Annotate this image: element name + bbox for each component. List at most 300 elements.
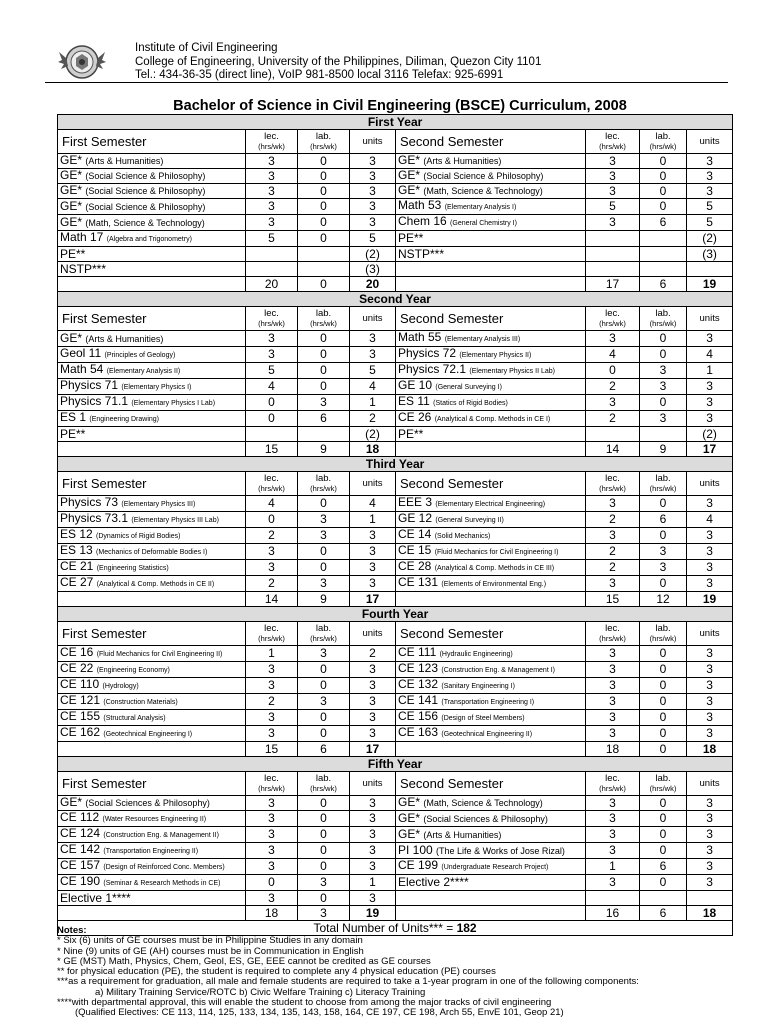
lab-hours: 0 (640, 694, 687, 710)
units: 1 (687, 363, 733, 379)
course-cell (58, 811, 246, 827)
course-code: Math 17 (60, 230, 104, 244)
curriculum-title: Bachelor of Science in Civil Engineering (BSCE) Curriculum, 2008 (173, 98, 627, 114)
units: 3 (350, 843, 396, 859)
lec-hours: 3 (246, 169, 298, 184)
units: 3 (350, 215, 396, 231)
course-row (58, 843, 733, 859)
course-domain: (Social Sciences & Philosophy) (85, 798, 210, 808)
lec-label: lec. (264, 773, 279, 784)
units: 3 (350, 891, 396, 906)
course-code: EEE 3 (398, 495, 433, 509)
course-domain: (The Life & Works of Jose Rizal) (436, 845, 565, 856)
lec-hours: 2 (246, 528, 298, 544)
course-code: CE 16 (60, 645, 94, 659)
units (687, 891, 733, 906)
course-description: (Geotechnical Engineering II) (441, 731, 533, 738)
units: 3 (350, 710, 396, 726)
course-code: CE 163 (398, 725, 439, 739)
course-description: (Elementary Analysis III) (444, 336, 521, 343)
lab-hours: 0 (298, 726, 350, 742)
hours-per-week-label: (hrs/wk) (599, 141, 626, 151)
lab-hours: 6 (640, 859, 687, 875)
lec-hours (246, 247, 298, 262)
course-domain: (Arts & Humanities) (423, 156, 502, 166)
hours-per-week-label: (hrs/wk) (649, 141, 677, 151)
lab-hours: 3 (298, 512, 350, 528)
course-code: CE 22 (60, 661, 94, 675)
course-code: Physics 71 (60, 378, 119, 392)
course-code: Geol 11 (60, 346, 102, 360)
lec-hours: 3 (246, 796, 298, 811)
course-code: Math 53 (398, 198, 442, 212)
course-code: PE** (398, 426, 424, 441)
course-domain: (Social Science & Philosophy) (85, 171, 206, 181)
course-domain: (Math, Science & Technology) (423, 798, 543, 808)
lab-hours: 0 (298, 496, 350, 512)
lab-hours-header (640, 307, 687, 331)
lec-hours: 3 (246, 154, 298, 169)
lab-hours: 0 (640, 796, 687, 811)
units: 3 (350, 544, 396, 560)
course-cell (396, 827, 586, 843)
lab-hours: 0 (298, 215, 350, 231)
column-header-row (58, 130, 733, 154)
course-cell (58, 662, 246, 678)
lab-hours: 3 (298, 395, 350, 411)
totals-spacer (396, 742, 586, 757)
lec-hours: 3 (246, 891, 298, 906)
course-description: (Elementary Analysis I) (444, 204, 517, 211)
course-description: (Undergraduate Research Project) (441, 864, 549, 871)
second-semester-header: Second Semester (396, 472, 586, 496)
units: 3 (687, 576, 733, 592)
course-description: (Elementary Analysis II) (106, 368, 181, 375)
course-code: CE 156 (398, 709, 439, 723)
course-description: (Engineering Statistics) (96, 565, 169, 572)
course-cell (396, 891, 586, 906)
course-code: CE 14 (398, 527, 432, 541)
course-code: Math 55 (398, 330, 442, 344)
hours-per-week-label: (hrs/wk) (599, 318, 626, 328)
course-cell (58, 379, 246, 395)
units: 3 (350, 796, 396, 811)
lab-hours: 0 (640, 843, 687, 859)
lec-hours: 5 (246, 363, 298, 379)
lec-hours-header (586, 307, 640, 331)
university-seal-logo (58, 38, 106, 86)
lec-hours: 3 (246, 859, 298, 875)
lec-hours: 3 (586, 827, 640, 843)
course-code: GE 12 (398, 511, 433, 525)
hours-per-week-label: (hrs/wk) (258, 483, 285, 493)
totals-spacer (58, 592, 246, 607)
course-code: CE 162 (60, 725, 101, 739)
course-description: (Transportation Engineering I) (441, 699, 535, 706)
course-description: (Principles of Geology) (104, 352, 176, 359)
course-row (58, 331, 733, 347)
course-domain: (Math, Science & Technology) (85, 217, 205, 228)
lab-label: lab. (315, 308, 332, 319)
total-lec-hours: 14 (586, 442, 640, 457)
notes-title: Notes: (57, 925, 87, 936)
course-row (58, 827, 733, 843)
lab-hours: 6 (640, 512, 687, 528)
lec-hours-header (246, 772, 298, 796)
course-code: GE* (398, 810, 421, 825)
lab-hours: 0 (640, 528, 687, 544)
course-cell (58, 859, 246, 875)
units: 4 (350, 496, 396, 512)
course-code: Elective 2**** (398, 875, 469, 889)
units: 3 (350, 694, 396, 710)
lab-hours: 0 (640, 184, 687, 199)
lab-hours: 6 (298, 411, 350, 427)
course-code: PE** (60, 246, 86, 261)
notes-section (57, 926, 639, 1019)
course-code: CE 131 (398, 575, 439, 589)
total-units: 19 (687, 592, 733, 607)
lec-hours (246, 427, 298, 442)
course-row (58, 710, 733, 726)
lab-hours: 0 (298, 662, 350, 678)
units: 5 (687, 199, 733, 215)
course-code: NSTP*** (60, 261, 107, 276)
second-semester-header: Second Semester (396, 772, 586, 796)
units: 3 (687, 827, 733, 843)
units: (2) (350, 247, 396, 262)
course-description: (Solid Mechanics) (434, 533, 491, 540)
units: 3 (687, 694, 733, 710)
lab-hours: 0 (298, 678, 350, 694)
lec-hours-header (586, 772, 640, 796)
course-code: Elective 1**** (60, 890, 131, 905)
total-units: 19 (350, 906, 396, 921)
lab-hours: 6 (640, 215, 687, 231)
lab-hours-header (640, 622, 687, 646)
lab-hours: 0 (640, 576, 687, 592)
course-code: CE 141 (398, 693, 439, 707)
course-cell (58, 576, 246, 592)
units: 3 (687, 796, 733, 811)
units: 3 (687, 169, 733, 184)
units: 3 (350, 560, 396, 576)
course-row (58, 544, 733, 560)
course-description: (Construction Eng. & Management II) (103, 832, 219, 839)
units: 3 (350, 811, 396, 827)
course-row (58, 811, 733, 827)
course-cell (396, 843, 586, 859)
course-description: (Algebra and Trigonometry) (106, 236, 192, 243)
lab-hours: 0 (640, 662, 687, 678)
lec-hours: 0 (246, 512, 298, 528)
course-code: GE* (60, 214, 83, 229)
lab-hours: 0 (640, 678, 687, 694)
course-code: PI 100 (398, 842, 433, 857)
course-domain: (Social Science & Philosophy) (85, 201, 206, 212)
lab-hours-header (298, 307, 350, 331)
lec-hours: 0 (246, 875, 298, 891)
second-semester-header: Second Semester (396, 622, 586, 646)
course-description: (Hydraulic Engineering) (439, 651, 513, 658)
totals-row (58, 592, 733, 607)
course-cell (396, 662, 586, 678)
year-title: Second Year (58, 292, 733, 307)
totals-spacer (58, 906, 246, 921)
course-description: (Analytical & Comp. Methods in CE III) (434, 565, 555, 572)
course-row (58, 576, 733, 592)
course-code: GE* (60, 168, 83, 182)
total-lec-hours: 14 (246, 592, 298, 607)
course-cell (58, 528, 246, 544)
units: 3 (687, 544, 733, 560)
course-row (58, 662, 733, 678)
second-semester-header: Second Semester (396, 130, 586, 154)
lab-hours: 0 (298, 859, 350, 875)
lec-hours: 5 (586, 199, 640, 215)
lec-hours: 3 (586, 528, 640, 544)
course-domain: (Arts & Humanities) (423, 829, 502, 840)
lab-hours-header (298, 772, 350, 796)
lab-hours: 0 (298, 169, 350, 184)
units: 5 (350, 363, 396, 379)
year-title: Third Year (58, 457, 733, 472)
lec-label: lec. (605, 623, 620, 634)
course-row (58, 347, 733, 363)
lab-hours (640, 427, 687, 442)
grand-total-value: 182 (456, 920, 477, 935)
lab-hours (640, 231, 687, 247)
lec-hours: 0 (586, 363, 640, 379)
units: 2 (350, 646, 396, 662)
course-cell (396, 363, 586, 379)
lab-hours-header (298, 472, 350, 496)
course-row (58, 247, 733, 262)
lab-hours (640, 247, 687, 262)
lec-hours: 3 (586, 843, 640, 859)
lec-hours-header (246, 130, 298, 154)
units-header: units (350, 622, 396, 646)
lab-hours: 0 (640, 169, 687, 184)
units: 3 (350, 199, 396, 215)
course-cell (58, 646, 246, 662)
course-cell (58, 331, 246, 347)
lab-hours: 3 (640, 363, 687, 379)
course-description: (Elementary Electrical Engineering) (435, 501, 546, 508)
course-cell (58, 247, 246, 262)
course-code: GE* (60, 198, 83, 213)
lab-hours: 0 (640, 710, 687, 726)
year-title: First Year (58, 115, 733, 130)
lab-hours (298, 427, 350, 442)
course-cell (396, 560, 586, 576)
course-code: GE* (60, 153, 83, 167)
lec-hours: 2 (586, 379, 640, 395)
total-lec-hours: 20 (246, 277, 298, 292)
units: 3 (687, 811, 733, 827)
units: 3 (687, 662, 733, 678)
units: 3 (687, 331, 733, 347)
course-cell (396, 395, 586, 411)
lec-hours (586, 891, 640, 906)
course-row (58, 215, 733, 231)
course-code: CE 21 (60, 559, 94, 573)
lab-hours-header (640, 472, 687, 496)
course-row (58, 411, 733, 427)
lec-hours: 3 (246, 811, 298, 827)
year-header-row (58, 607, 733, 622)
lec-hours (586, 247, 640, 262)
course-code: CE 26 (398, 410, 432, 424)
lab-hours: 0 (640, 811, 687, 827)
hours-per-week-label: (hrs/wk) (310, 318, 337, 328)
year-header-row (58, 757, 733, 772)
course-code: CE 121 (60, 693, 101, 707)
hours-per-week-label: (hrs/wk) (258, 141, 285, 151)
lec-hours: 3 (246, 843, 298, 859)
lab-hours: 0 (640, 827, 687, 843)
course-cell (396, 544, 586, 560)
course-row (58, 678, 733, 694)
note-line: * Nine (9) units of GE (AH) courses must be in Communication in English (57, 945, 364, 957)
total-lab-hours: 6 (640, 906, 687, 921)
lab-hours: 0 (298, 331, 350, 347)
totals-spacer (396, 906, 586, 921)
lec-hours: 3 (586, 154, 640, 169)
lec-hours: 4 (246, 379, 298, 395)
course-description: (Elementary Physics II Lab) (469, 368, 555, 375)
lab-label: lab. (315, 131, 332, 142)
lab-hours: 0 (298, 184, 350, 199)
units: (2) (687, 427, 733, 442)
lec-hours: 3 (246, 710, 298, 726)
course-description: (General Surveying I) (435, 384, 502, 391)
course-domain: (Math, Science & Technology) (423, 186, 543, 196)
lab-hours: 0 (298, 560, 350, 576)
course-cell (396, 379, 586, 395)
lec-hours: 3 (586, 184, 640, 199)
course-cell (58, 154, 246, 169)
course-description: (Elementary Physics III) (121, 501, 196, 508)
course-code: GE* (398, 168, 421, 182)
lec-label: lec. (605, 773, 620, 784)
course-cell (58, 843, 246, 859)
totals-row (58, 442, 733, 457)
hours-per-week-label: (hrs/wk) (649, 318, 677, 328)
total-lab-hours: 0 (298, 277, 350, 292)
course-description: (Water Resources Engineering II) (102, 816, 207, 823)
lab-label: lab. (655, 473, 671, 484)
lec-hours: 3 (246, 544, 298, 560)
lab-label: lab. (655, 773, 671, 784)
course-code: CE 155 (60, 709, 101, 723)
lec-label: lec. (605, 473, 620, 484)
column-header-row (58, 472, 733, 496)
course-code: NSTP*** (398, 246, 445, 261)
lec-hours: 2 (246, 576, 298, 592)
first-semester-header: First Semester (58, 622, 246, 646)
course-code: GE* (60, 795, 83, 809)
units: 3 (687, 859, 733, 875)
first-semester-header: First Semester (58, 772, 246, 796)
units: 1 (350, 512, 396, 528)
course-description: (Elementary Physics II) (459, 352, 532, 359)
units: 3 (350, 662, 396, 678)
hours-per-week-label: (hrs/wk) (258, 633, 285, 643)
total-lec-hours: 18 (246, 906, 298, 921)
course-code: CE 124 (60, 826, 101, 840)
units: 3 (687, 395, 733, 411)
lec-hours: 5 (246, 231, 298, 247)
totals-spacer (396, 277, 586, 292)
lab-hours: 0 (298, 363, 350, 379)
course-cell (58, 363, 246, 379)
units: 3 (687, 678, 733, 694)
units-header: units (350, 772, 396, 796)
course-cell (58, 560, 246, 576)
curriculum-table (57, 114, 733, 936)
lec-label: lec. (264, 308, 279, 319)
course-code: CE 110 (60, 677, 100, 691)
course-description: (Elementary Physics I) (121, 384, 192, 391)
lec-hours: 3 (586, 576, 640, 592)
course-row (58, 169, 733, 184)
course-code: CE 27 (60, 575, 94, 589)
lec-hours: 2 (586, 512, 640, 528)
lec-hours: 3 (246, 662, 298, 678)
course-description: (Elements of Environmental Eng.) (441, 581, 547, 588)
contact-numbers: Tel.: 434-36-35 (direct line), VoIP 981-8500 local 3116 Telefax: 925-6991 (135, 69, 504, 81)
course-description: (Elementary Physics I Lab) (131, 400, 216, 407)
course-row (58, 231, 733, 247)
lab-hours: 3 (298, 875, 350, 891)
course-cell (58, 411, 246, 427)
units: 3 (687, 411, 733, 427)
lec-hours: 3 (586, 331, 640, 347)
course-code: PE** (398, 231, 424, 245)
units: 2 (350, 411, 396, 427)
course-cell (396, 512, 586, 528)
lab-hours: 0 (640, 199, 687, 215)
total-lab-hours: 9 (640, 442, 687, 457)
lab-label: lab. (655, 308, 671, 319)
lab-hours: 0 (298, 154, 350, 169)
institute-name: Institute of Civil Engineering (135, 42, 278, 54)
lab-hours: 0 (298, 379, 350, 395)
course-domain: (Social Science & Philosophy) (85, 186, 206, 196)
lab-hours: 0 (640, 347, 687, 363)
course-description: (Construction Materials) (103, 699, 178, 706)
units: 3 (350, 726, 396, 742)
course-code: CE 190 (60, 874, 101, 888)
lec-hours: 3 (246, 347, 298, 363)
course-description: (Engineering Drawing) (89, 416, 160, 423)
units: 4 (687, 512, 733, 528)
lec-hours: 3 (586, 496, 640, 512)
lab-hours: 0 (640, 154, 687, 169)
course-cell (396, 646, 586, 662)
header-divider (45, 82, 728, 83)
total-lab-hours: 6 (640, 277, 687, 292)
lab-label: lab. (315, 473, 332, 484)
total-units: 17 (350, 592, 396, 607)
course-description: (Geotechnical Engineering I) (103, 731, 193, 738)
course-cell (396, 678, 586, 694)
lec-label: lec. (605, 308, 620, 319)
course-cell (58, 231, 246, 247)
course-description: (Mechanics of Deformable Bodies I) (96, 549, 208, 556)
units-header: units (687, 130, 733, 154)
